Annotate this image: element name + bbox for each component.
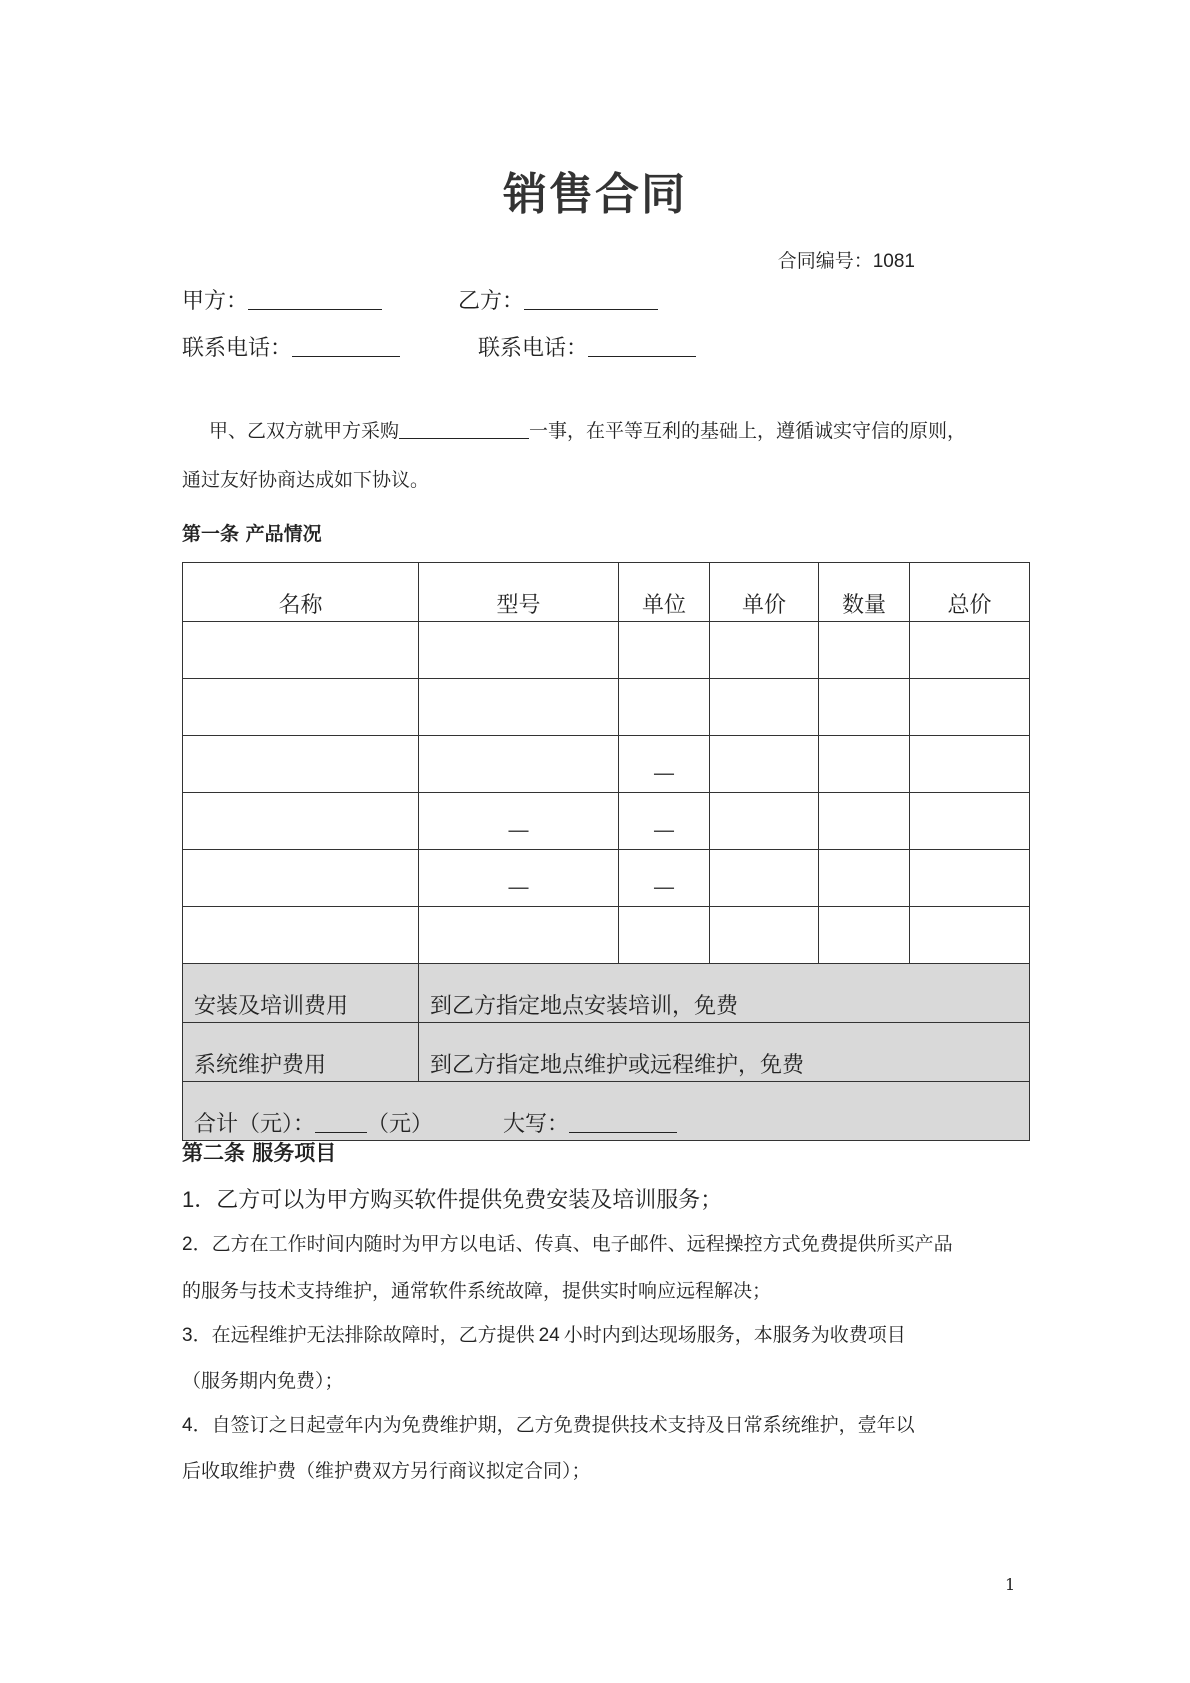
item-number: 4 (182, 1415, 193, 1436)
table-cell[interactable] (710, 793, 819, 850)
table-cell[interactable] (710, 736, 819, 793)
party-a-phone (182, 331, 400, 362)
table-cell[interactable] (819, 850, 910, 907)
item-number: 1 (182, 1187, 195, 1212)
table-cell[interactable] (183, 907, 419, 964)
table-row (183, 793, 1030, 850)
dash-mark: — (653, 818, 675, 843)
table-cell[interactable] (183, 793, 419, 850)
contract-number-label: 合同编号： (777, 250, 873, 272)
hours-value: 24 (538, 1325, 560, 1346)
table-cell[interactable] (183, 736, 419, 793)
header-name: 名称 (183, 563, 419, 622)
table-row (183, 907, 1030, 964)
table-cell[interactable] (419, 679, 619, 736)
table-cell[interactable] (619, 793, 710, 850)
install-fee-row (183, 964, 1030, 1023)
table-row (183, 622, 1030, 679)
section-1-title: 第一条 产品情况 (182, 523, 322, 545)
table-cell[interactable] (419, 736, 619, 793)
table-row (183, 736, 1030, 793)
party-a (182, 284, 382, 315)
service-item-1 (182, 1183, 722, 1214)
total-row (183, 1082, 1030, 1141)
page-number: 1 (1005, 1575, 1016, 1594)
product-table (182, 562, 1030, 1141)
item-text: ．乙方可以为甲方购买软件提供免费安装及培训服务； (194, 1188, 723, 1213)
party-b-phone-label: 联系电话： (478, 336, 589, 361)
header-model: 型号 (419, 563, 619, 622)
party-b-phone (478, 331, 696, 362)
uppercase-label: 大写： (503, 1112, 570, 1137)
table-cell[interactable] (419, 850, 619, 907)
table-cell[interactable] (910, 907, 1030, 964)
contract-number (778, 246, 915, 273)
party-a-label: 甲方： (182, 289, 249, 314)
uppercase-amount-blank[interactable] (569, 1112, 677, 1133)
header-unit-price: 单价 (710, 563, 819, 622)
table-cell[interactable] (910, 622, 1030, 679)
table-cell[interactable] (619, 622, 710, 679)
service-item-2-line-2: 的服务与技术支持维护，通常软件系统故障，提供实时响应远程解决； (182, 1280, 772, 1302)
maintenance-fee-label: 系统维护费用 (183, 1023, 419, 1082)
dash-mark: — (653, 761, 675, 786)
item-text: 小时内到达现场服务，本服务为收费项目 (563, 1324, 906, 1346)
dash-mark: — (507, 875, 530, 900)
party-a-phone-label: 联系电话： (182, 336, 293, 361)
table-cell[interactable] (710, 907, 819, 964)
item-number: 2 (182, 1234, 193, 1255)
maintenance-fee-row (183, 1023, 1030, 1082)
table-cell[interactable] (819, 679, 910, 736)
dash-mark: — (653, 875, 675, 900)
table-cell[interactable] (819, 907, 910, 964)
party-a-blank[interactable] (248, 289, 382, 310)
table-cell[interactable] (910, 679, 1030, 736)
party-b-blank[interactable] (524, 289, 658, 310)
maintenance-fee-value: 到乙方指定地点维护或远程维护，免费 (419, 1023, 1030, 1082)
table-cell[interactable] (619, 679, 710, 736)
contract-number-value: 1081 (872, 251, 915, 272)
table-cell[interactable] (619, 850, 710, 907)
table-cell[interactable] (910, 850, 1030, 907)
item-text: ．乙方在工作时间内随时为甲方以电话、传真、电子邮件、远程操控方式免费提供所买产品 (192, 1233, 953, 1255)
table-cell[interactable] (183, 679, 419, 736)
intro-text-2: 一事，在平等互利的基础上，遵循诚实守信的原则， (529, 420, 967, 442)
table-cell[interactable] (910, 793, 1030, 850)
service-item-3-line-1 (182, 1320, 906, 1347)
table-header-row (183, 563, 1030, 622)
party-b-phone-blank[interactable] (588, 336, 696, 357)
total-cell (183, 1082, 1030, 1141)
table-cell[interactable] (819, 622, 910, 679)
section-2-title: 第二条 服务项目 (182, 1141, 337, 1165)
party-b (458, 284, 658, 315)
install-fee-label: 安装及培训费用 (183, 964, 419, 1023)
service-item-3-line-2: （服务期内免费）； (182, 1370, 344, 1392)
table-cell[interactable] (819, 793, 910, 850)
purchase-item-blank[interactable] (399, 418, 529, 439)
table-cell[interactable] (183, 622, 419, 679)
table-row (183, 850, 1030, 907)
item-text: ．在远程维护无法排除故障时，乙方提供 (192, 1324, 535, 1346)
total-label: 合计（元）： (194, 1112, 316, 1137)
table-cell[interactable] (710, 622, 819, 679)
party-b-label: 乙方： (458, 289, 525, 314)
table-cell[interactable] (619, 907, 710, 964)
table-cell[interactable] (419, 622, 619, 679)
table-cell[interactable] (710, 850, 819, 907)
document-title: 销售合同 (503, 169, 687, 220)
total-unit: （元） (367, 1112, 434, 1137)
table-row (183, 679, 1030, 736)
install-fee-value: 到乙方指定地点安装培训，免费 (419, 964, 1030, 1023)
party-a-phone-blank[interactable] (292, 336, 400, 357)
table-cell[interactable] (183, 850, 419, 907)
total-amount-blank[interactable] (315, 1112, 367, 1133)
service-item-4-line-1 (182, 1410, 915, 1437)
intro-line-2: 通过友好协商达成如下协议。 (182, 469, 430, 491)
item-number: 3 (182, 1325, 193, 1346)
service-item-2-line-1 (182, 1229, 953, 1256)
table-cell[interactable] (710, 679, 819, 736)
table-cell[interactable] (419, 907, 619, 964)
intro-text-1: 甲、乙双方就甲方采购 (209, 420, 400, 442)
intro-line-1 (209, 417, 966, 445)
service-item-4-line-2: 后收取维护费（维护费双方另行商议拟定合同）； (182, 1460, 591, 1482)
header-total-price: 总价 (910, 563, 1030, 622)
table-cell[interactable] (419, 793, 619, 850)
table-cell[interactable] (819, 736, 910, 793)
table-cell[interactable] (619, 736, 710, 793)
header-unit: 单位 (619, 563, 710, 622)
dash-mark: — (507, 818, 530, 843)
item-text: ．自签订之日起壹年内为免费维护期，乙方免费提供技术支持及日常系统维护，壹年以 (192, 1414, 915, 1436)
header-quantity: 数量 (819, 563, 910, 622)
table-cell[interactable] (910, 736, 1030, 793)
